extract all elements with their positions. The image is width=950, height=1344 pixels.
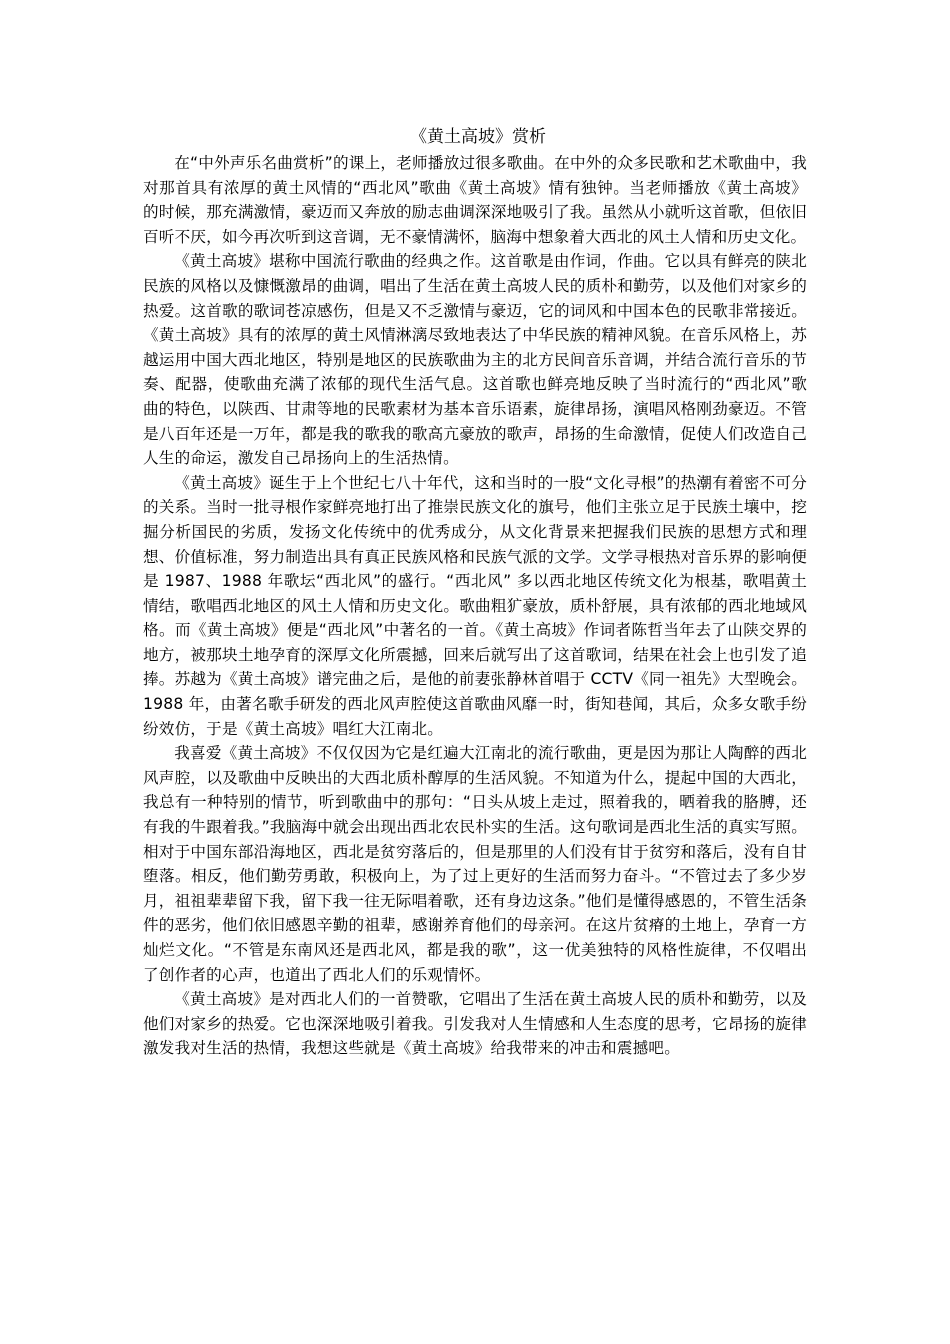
paragraph-1: 在“中外声乐名曲赏析”的课上，老师播放过很多歌曲。在中外的众多民歌和艺术歌曲中，我对那首具有浓厚的黄土风情的“西北风”歌曲《黄土高坡》情有独钟。当老师播放《黄土高坡》的时候，那充满激情，豪迈而又奔放的励志曲调深深地吸引了我。虽然从小就听这首歌，但依旧百听不厌，如今再次听到这音调，无不豪情满怀，脑海中想象着大西北的风土人情和历史文化。 [143, 154, 807, 246]
paragraph-3: 《黄土高坡》诞生于上个世纪七八十年代，这和当时的一股“文化寻根”的热潮有着密不可分的关系。当时一批寻根作家鲜亮地打出了推崇民族文化的旗号，他们主张立足于民族土壤中，挖掘分析国民的劣质，发扬文化传统中的优秀成分，从文化背景来把握我们民族的思想方式和理想、价值标准，努力制造出具有真正民族风格和民族气派的文学。文学寻根热对音乐界的影响便是 1987、1988 年歌坛“西北风”的盛行。“西北风” 多以西北地区传统文化为根基，歌唱黄土情结，歌唱西北地区的风土人情和历史文化。歌曲粗犷豪放，质朴舒展，具有浓郁的西北地域风格。而《黄土高坡》便是“西北风”中著名的一首。《黄土高坡》作词者陈哲当年去了山陕交界的地方，被那块土地孕育的深厚文化所震撼，回来后就写出了这首歌词，结果在社会上也引发了追捧。苏越为《黄土高坡》谱完曲之后，是他的前妻张静林首唱于 CCTV《同一祖先》大型晚会。1988 年，由著名歌手研发的西北风声腔使这首歌曲风靡一时，街知巷闻，其后，众多女歌手纷纷效仿，于是《黄土高坡》唱红大江南北。 [143, 473, 807, 738]
paragraph-4: 我喜爱《黄土高坡》不仅仅因为它是红遍大江南北的流行歌曲，更是因为那让人陶醉的西北风声腔，以及歌曲中反映出的大西北质朴醇厚的生活风貌。不知道为什么，提起中国的大西北，我总有一种特别的情节，听到歌曲中的那句：“日头从坡上走过，照着我的，晒着我的胳膊，还有我的牛跟着我。”我脑海中就会出现出西北农民朴实的生活。这句歌词是西北生活的真实写照。相对于中国东部沿海地区，西北是贫穷落后的，但是那里的人们没有甘于贫穷和落后，没有自甘堕落。相反，他们勤劳勇敢，积极向上，为了过上更好的生活而努力奋斗。“不管过去了多少岁月，祖祖辈辈留下我，留下我一往无际唱着歌，还有身边这条。”他们是懂得感恩的，不管生活条件的恶劣，他们依旧感恩辛勤的祖辈，感谢养育他们的母亲河。在这片贫瘠的土地上，孕育一方灿烂文化。“不管是东南风还是西北风，都是我的歌”，这一优美独特的风格性旋律，不仅唱出了创作者的心声，也道出了西北人们的乐观情怀。 [143, 744, 807, 984]
document-title: 《黄土高坡》赏析 [410, 127, 546, 147]
paragraph-2: 《黄土高坡》堪称中国流行歌曲的经典之作。这首歌是由作词，作曲。它以具有鲜亮的陕北民族的风格以及慷慨激昂的曲调，唱出了生活在黄土高坡人民的质朴和勤劳，以及他们对家乡的热爱。这首歌的歌词苍凉感伤，但是又不乏激情与豪迈，它的词风和中国本色的民歌非常接近。《黄土高坡》具有的浓厚的黄土风情淋漓尽致地表达了中华民族的精神风貌。在音乐风格上，苏越运用中国大西北地区，特别是地区的民族歌曲为主的北方民间音乐音调，并结合流行音乐的节奏、配器，使歌曲充满了浓郁的现代生活气息。这首歌也鲜亮地反映了当时流行的“西北风”歌曲的特色，以陕西、甘肃等地的民歌素材为基本音乐语素，旋律昂扬，演唱风格刚劲豪迈。不管是八百年还是一万年，都是我的歌我的歌高亢豪放的歌声，昂扬的生命激情，促使人们改造自己人生的命运，激发自己昂扬向上的生活热情。 [143, 252, 807, 468]
document-page [143, 123, 807, 1061]
paragraph-5: 《黄土高坡》是对西北人们的一首赞歌，它唱出了生活在黄土高坡人民的质朴和勤劳，以及他们对家乡的热爱。它也深深地吸引着我。引发我对人生情感和人生态度的思考，它昂扬的旋律激发我对生活的热情，我想这些就是《黄土高坡》给我带来的冲击和震撼吧。 [143, 990, 807, 1058]
